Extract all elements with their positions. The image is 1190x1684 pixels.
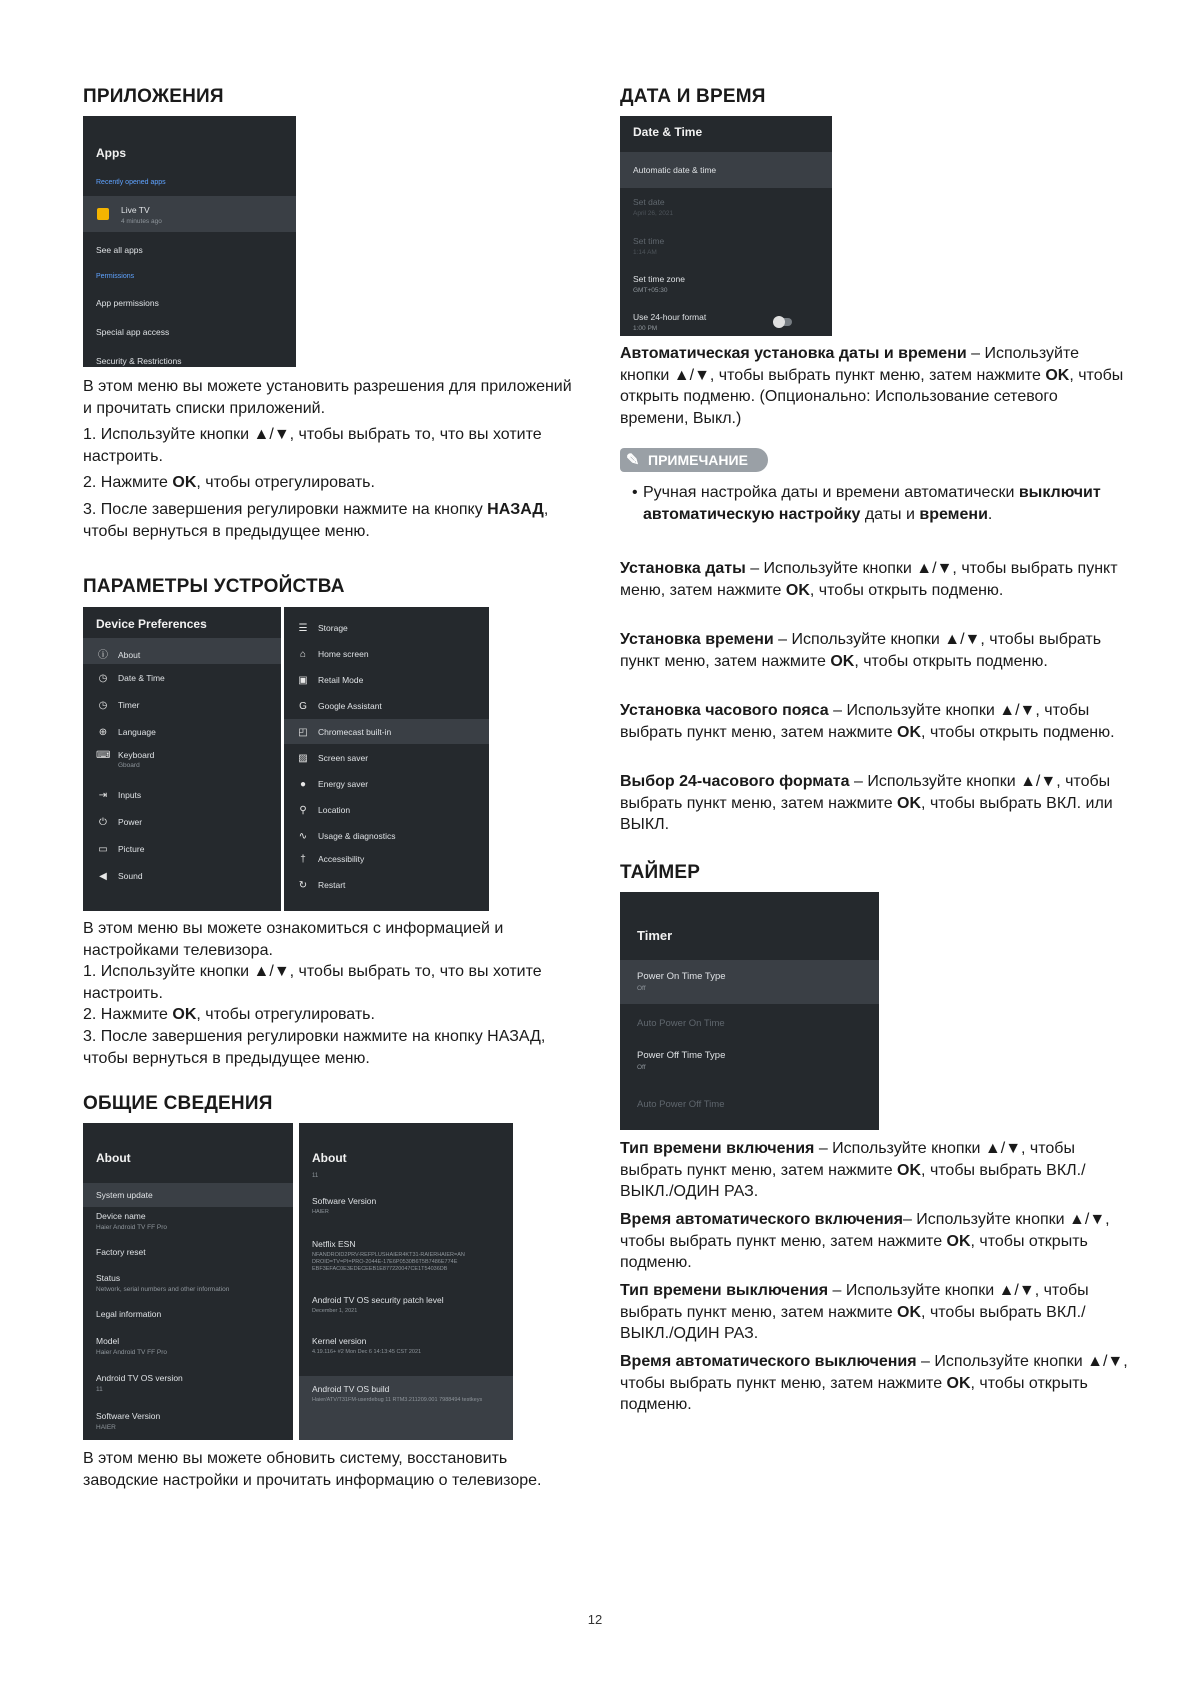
about-item[interactable] [83,1309,293,1319]
device-pref-label: Energy saver [318,779,369,789]
special-app-access-item[interactable]: Special app access [96,327,170,337]
device-pref-label: Google Assistant [318,701,382,711]
device-pref-label: Screen saver [318,753,369,763]
apps-step-2: 2. Нажмите OK, чтобы отрегулировать. [83,474,375,491]
device-pref-item[interactable] [284,667,489,692]
apps-step-3: 3. После завершения регулировки нажмите на кнопку НАЗАД, чтобы вернуться в предыдущее меню. [83,501,549,540]
apps-heading: ПРИЛОЖЕНИЯ [83,86,224,107]
about-detail-label: Kernel version [312,1336,367,1346]
device-pref-label: Picture [118,844,145,854]
about-item-label: Legal information [96,1309,162,1319]
about-detail-item [299,1376,513,1440]
device-pref-label: Keyboard [118,750,155,760]
device-pref-item[interactable] [284,719,489,744]
bullet-icon: • [632,484,638,501]
device-pref-label: Sound [118,871,143,881]
about-intro: В этом меню вы можете обновить систему, восстановить заводские настройки и прочитать информацию о телевизоре. [83,1450,542,1489]
about-detail-label: Netflix ESN [312,1239,356,1249]
screensaver-icon: ▨ [298,753,308,764]
device-prefs-title: Device Preferences [96,617,207,631]
device-pref-item[interactable] [284,823,489,848]
about-item-label: Model [96,1336,120,1346]
device-pref-item[interactable] [83,719,281,745]
about-detail-label: Android TV OS build [312,1384,390,1394]
app-permissions-item[interactable]: App permissions [96,298,159,308]
device-heading: ПАРАМЕТРЫ УСТРОЙСТВА [83,576,345,597]
device-pref-item[interactable] [284,797,489,822]
set-time-desc: Установка времени – Используйте кнопки ▲/▼, чтобы выбрать пункт меню, затем нажмите OK, чтобы открыть подменю. [620,631,1102,670]
device-pref-item[interactable] [83,665,281,691]
info-icon: ⓘ [98,650,108,661]
device-pref-item[interactable] [284,641,489,666]
device-pref-sub: Gboard [118,762,140,769]
set-date-item: Set date April 26, 2021 [633,197,674,217]
about-item-label: Factory reset [96,1247,146,1257]
about-item-label: Android TV OS version [96,1373,183,1383]
about-item[interactable] [83,1273,293,1293]
apps-screenshot [83,116,296,367]
note-badge: ✎ ПРИМЕЧАНИЕ [620,448,768,472]
timer-screenshot [620,892,879,1130]
about-detail-item [299,1336,513,1356]
auto-datetime-desc: Автоматическая установка даты и времени – Используйте кнопки ▲/▼, чтобы выбрать пункт меню, затем нажмите OK, чтобы открыть подменю. (Опционально: Использование сетевого времени, Выкл.) [620,345,1124,427]
about-item-label: Device name [96,1211,146,1221]
storage-icon: ☰ [298,623,308,634]
about-item-label: Status [96,1273,121,1283]
cast-icon: ◰ [298,727,308,738]
device-pref-item[interactable] [83,836,281,862]
device-pref-item[interactable] [284,872,489,897]
timer-screen-title: Timer [637,928,673,943]
clock-icon: ◷ [98,673,108,684]
live-tv-label: Live TV [121,205,150,215]
about-item[interactable] [83,1373,293,1393]
device-pref-item[interactable] [83,809,281,835]
device-pref-label: Restart [318,880,346,890]
datetime-heading: ДАТА И ВРЕМЯ [620,86,766,107]
about-detail-sub: Haier/ATV/T31FM-userdebug 11 RTM3.211209.001 7988494 testkeys [312,1397,483,1403]
device-pref-item[interactable] [83,638,281,664]
recent-apps-section: Recently opened apps [96,179,166,186]
location-icon: ⚲ [299,805,307,816]
device-pref-label: Power [118,817,143,827]
use-24-hour-item[interactable]: Use 24-hour format 1:00 PM [633,312,707,332]
device-pref-item[interactable] [83,746,281,776]
retail-icon: ▣ [298,675,308,686]
device-pref-item[interactable] [83,863,281,889]
keyboard-icon: ⌨ [96,750,111,761]
device-pref-label: Accessibility [318,854,365,864]
apps-screen-title: Apps [96,146,126,160]
set-tz-desc: Установка часового пояса – Используйте кнопки ▲/▼, чтобы выбрать пункт меню, затем нажмите OK, чтобы открыть подменю. [620,702,1115,741]
about-item-label: Software Version [96,1411,161,1421]
about-detail-sub: 4.19.116+ #2 Mon Dec 6 14:13:45 CST 2021 [312,1349,422,1355]
device-pref-label: Timer [118,700,140,710]
about-heading: ОБЩИЕ СВЕДЕНИЯ [83,1093,273,1114]
pencil-icon: ✎ [626,452,640,469]
about-screenshot-right [299,1123,513,1440]
about-detail-sub: NFANDROID2PRV-REFPLUSHAIER4KT31-RAIERHAIER=AN DROID=TV=PI=PRO-2044E-17E6P0530B6T5B7486E774E EBF3EFAC0E3EDECEEB1E877220047CE1T54036DB [312,1252,465,1272]
about-item-sub: 11 [96,1386,103,1393]
input-icon: ⇥ [98,790,108,801]
device-pref-item[interactable] [83,782,281,808]
device-prefs-screenshot-right [284,607,489,911]
about-detail-item [299,1295,513,1315]
about-screen-title: About [96,1151,131,1165]
restart-icon: ↻ [298,880,308,891]
about-item[interactable] [83,1211,293,1231]
device-pref-label: Date & Time [118,673,165,683]
about-item-sub: Network, serial numbers and other information [96,1286,230,1293]
device-pref-item[interactable] [83,692,281,718]
about-detail-label: Software Version [312,1196,377,1206]
about-detail-title: About [312,1151,347,1165]
about-screenshot-left [83,1123,293,1440]
24-hour-toggle[interactable] [774,318,792,326]
speaker-icon: ◀ [99,871,107,882]
auto-off-desc: Время автоматического выключения – Используйте кнопки ▲/▼, чтобы выбрать пункт меню, затем нажмите OK, чтобы открыть подменю. [620,1353,1128,1413]
auto-on-desc: Время автоматического включения– Используйте кнопки ▲/▼, чтобы выбрать пункт меню, затем нажмите OK, чтобы открыть подменю. [620,1211,1110,1271]
about-detail-top-sub: 11 [312,1173,319,1179]
about-item[interactable] [83,1411,293,1431]
chart-icon: ∿ [298,831,308,842]
about-item[interactable] [83,1247,293,1257]
device-pref-item[interactable] [284,693,489,718]
power-icon: ⏻ [99,817,107,828]
device-pref-item[interactable] [284,846,489,871]
off-type-desc: Тип времени выключения – Используйте кнопки ▲/▼, чтобы выбрать пункт меню, затем нажмите OK, чтобы выбрать ВКЛ./ВЫКЛ./ОДИН РАЗ. [620,1282,1089,1342]
about-item-label: System update [96,1190,153,1200]
set-time-zone-item[interactable]: Set time zone GMT+05:30 [633,274,685,294]
auto-power-off-time-item: Auto Power Off Time [637,1099,725,1110]
on-type-desc: Тип времени включения – Используйте кнопки ▲/▼, чтобы выбрать пункт меню, затем нажмите OK, чтобы выбрать ВКЛ./ВЫКЛ./ОДИН РАЗ. [620,1140,1086,1200]
datetime-screen-title: Date & Time [633,125,703,139]
apps-intro: В этом меню вы можете установить разрешения для приложений и прочитать списки приложений. [83,378,572,417]
about-item[interactable] [83,1336,293,1356]
h24-desc: Выбор 24-часового формата – Используйте кнопки ▲/▼, чтобы выбрать пункт меню, затем нажмите OK, чтобы выбрать ВКЛ. или ВЫКЛ. [620,773,1113,833]
note-text: • Ручная настройка даты и времени автоматически выключит автоматическую настройку даты и времени. [632,484,1101,523]
about-detail-label: Android TV OS security patch level [312,1295,444,1305]
device-pref-label: Home screen [318,649,369,659]
about-item[interactable] [83,1183,293,1207]
live-tv-item[interactable] [83,196,296,232]
device-step-3: 3. После завершения регулировки нажмите на кнопку НАЗАД, чтобы вернуться в предыдущее меню. [83,1028,546,1067]
see-all-apps-item[interactable]: See all apps [96,245,143,255]
bulb-icon: ● [299,779,307,790]
device-pref-label: Usage & diagnostics [318,831,396,841]
automatic-date-time-item[interactable]: Automatic date & time [620,152,832,188]
power-on-time-type-item[interactable]: Power On Time Type Off [620,960,879,1004]
about-item-sub: HAIER [96,1424,116,1431]
apps-step-1: 1. Используйте кнопки ▲/▼, чтобы выбрать то, что вы хотите настроить. [83,426,542,465]
power-off-time-type-item[interactable]: Power Off Time Type Off [637,1050,726,1071]
about-detail-sub: December 1, 2021 [312,1308,358,1314]
auto-power-on-time-item: Auto Power On Time [637,1018,725,1029]
accessibility-icon: † [300,854,306,865]
about-item-sub: Haier Android TV FF Pro [96,1349,168,1356]
device-pref-label: Inputs [118,790,142,800]
timer-heading: ТАЙМЕР [620,862,701,883]
device-prefs-screenshot-left [83,607,281,911]
page-number: 12 [587,1612,603,1627]
device-pref-label: Chromecast built-in [318,727,392,737]
device-pref-label: About [118,650,141,660]
device-intro: В этом меню вы можете ознакомиться с информацией и настройками телевизора. [83,920,504,959]
device-pref-label: Location [318,805,351,815]
device-pref-item[interactable] [284,771,489,796]
set-time-item: Set time 1:14 AM [633,236,665,256]
device-step-2: 2. Нажмите OK, чтобы отрегулировать. [83,1006,375,1023]
live-tv-sub: 4 minutes ago [121,218,162,225]
permissions-section: Permissions [96,273,135,280]
set-date-desc: Установка даты – Используйте кнопки ▲/▼, чтобы выбрать пункт меню, затем нажмите OK, чтобы открыть подменю. [620,560,1118,599]
device-pref-label: Language [118,727,156,737]
device-pref-item[interactable] [284,745,489,770]
device-pref-label: Retail Mode [318,675,364,685]
device-pref-item[interactable] [284,615,489,640]
live-tv-icon [97,208,109,220]
about-detail-item [299,1196,513,1216]
home-icon: ⌂ [299,649,307,660]
google-icon: G [299,701,307,712]
security-restrictions-item[interactable]: Security & Restrictions [96,356,182,366]
about-item-sub: Haier Android TV FF Pro [96,1224,168,1231]
monitor-icon: ▭ [98,844,108,855]
about-detail-sub: HAIER [312,1209,329,1215]
globe-icon: ⊕ [98,727,108,738]
about-detail-item [299,1239,513,1273]
device-step-1: 1. Используйте кнопки ▲/▼, чтобы выбрать то, что вы хотите настроить. [83,963,542,1002]
device-pref-label: Storage [318,623,348,633]
datetime-screenshot [620,116,832,336]
timer-icon: ◷ [98,700,108,711]
